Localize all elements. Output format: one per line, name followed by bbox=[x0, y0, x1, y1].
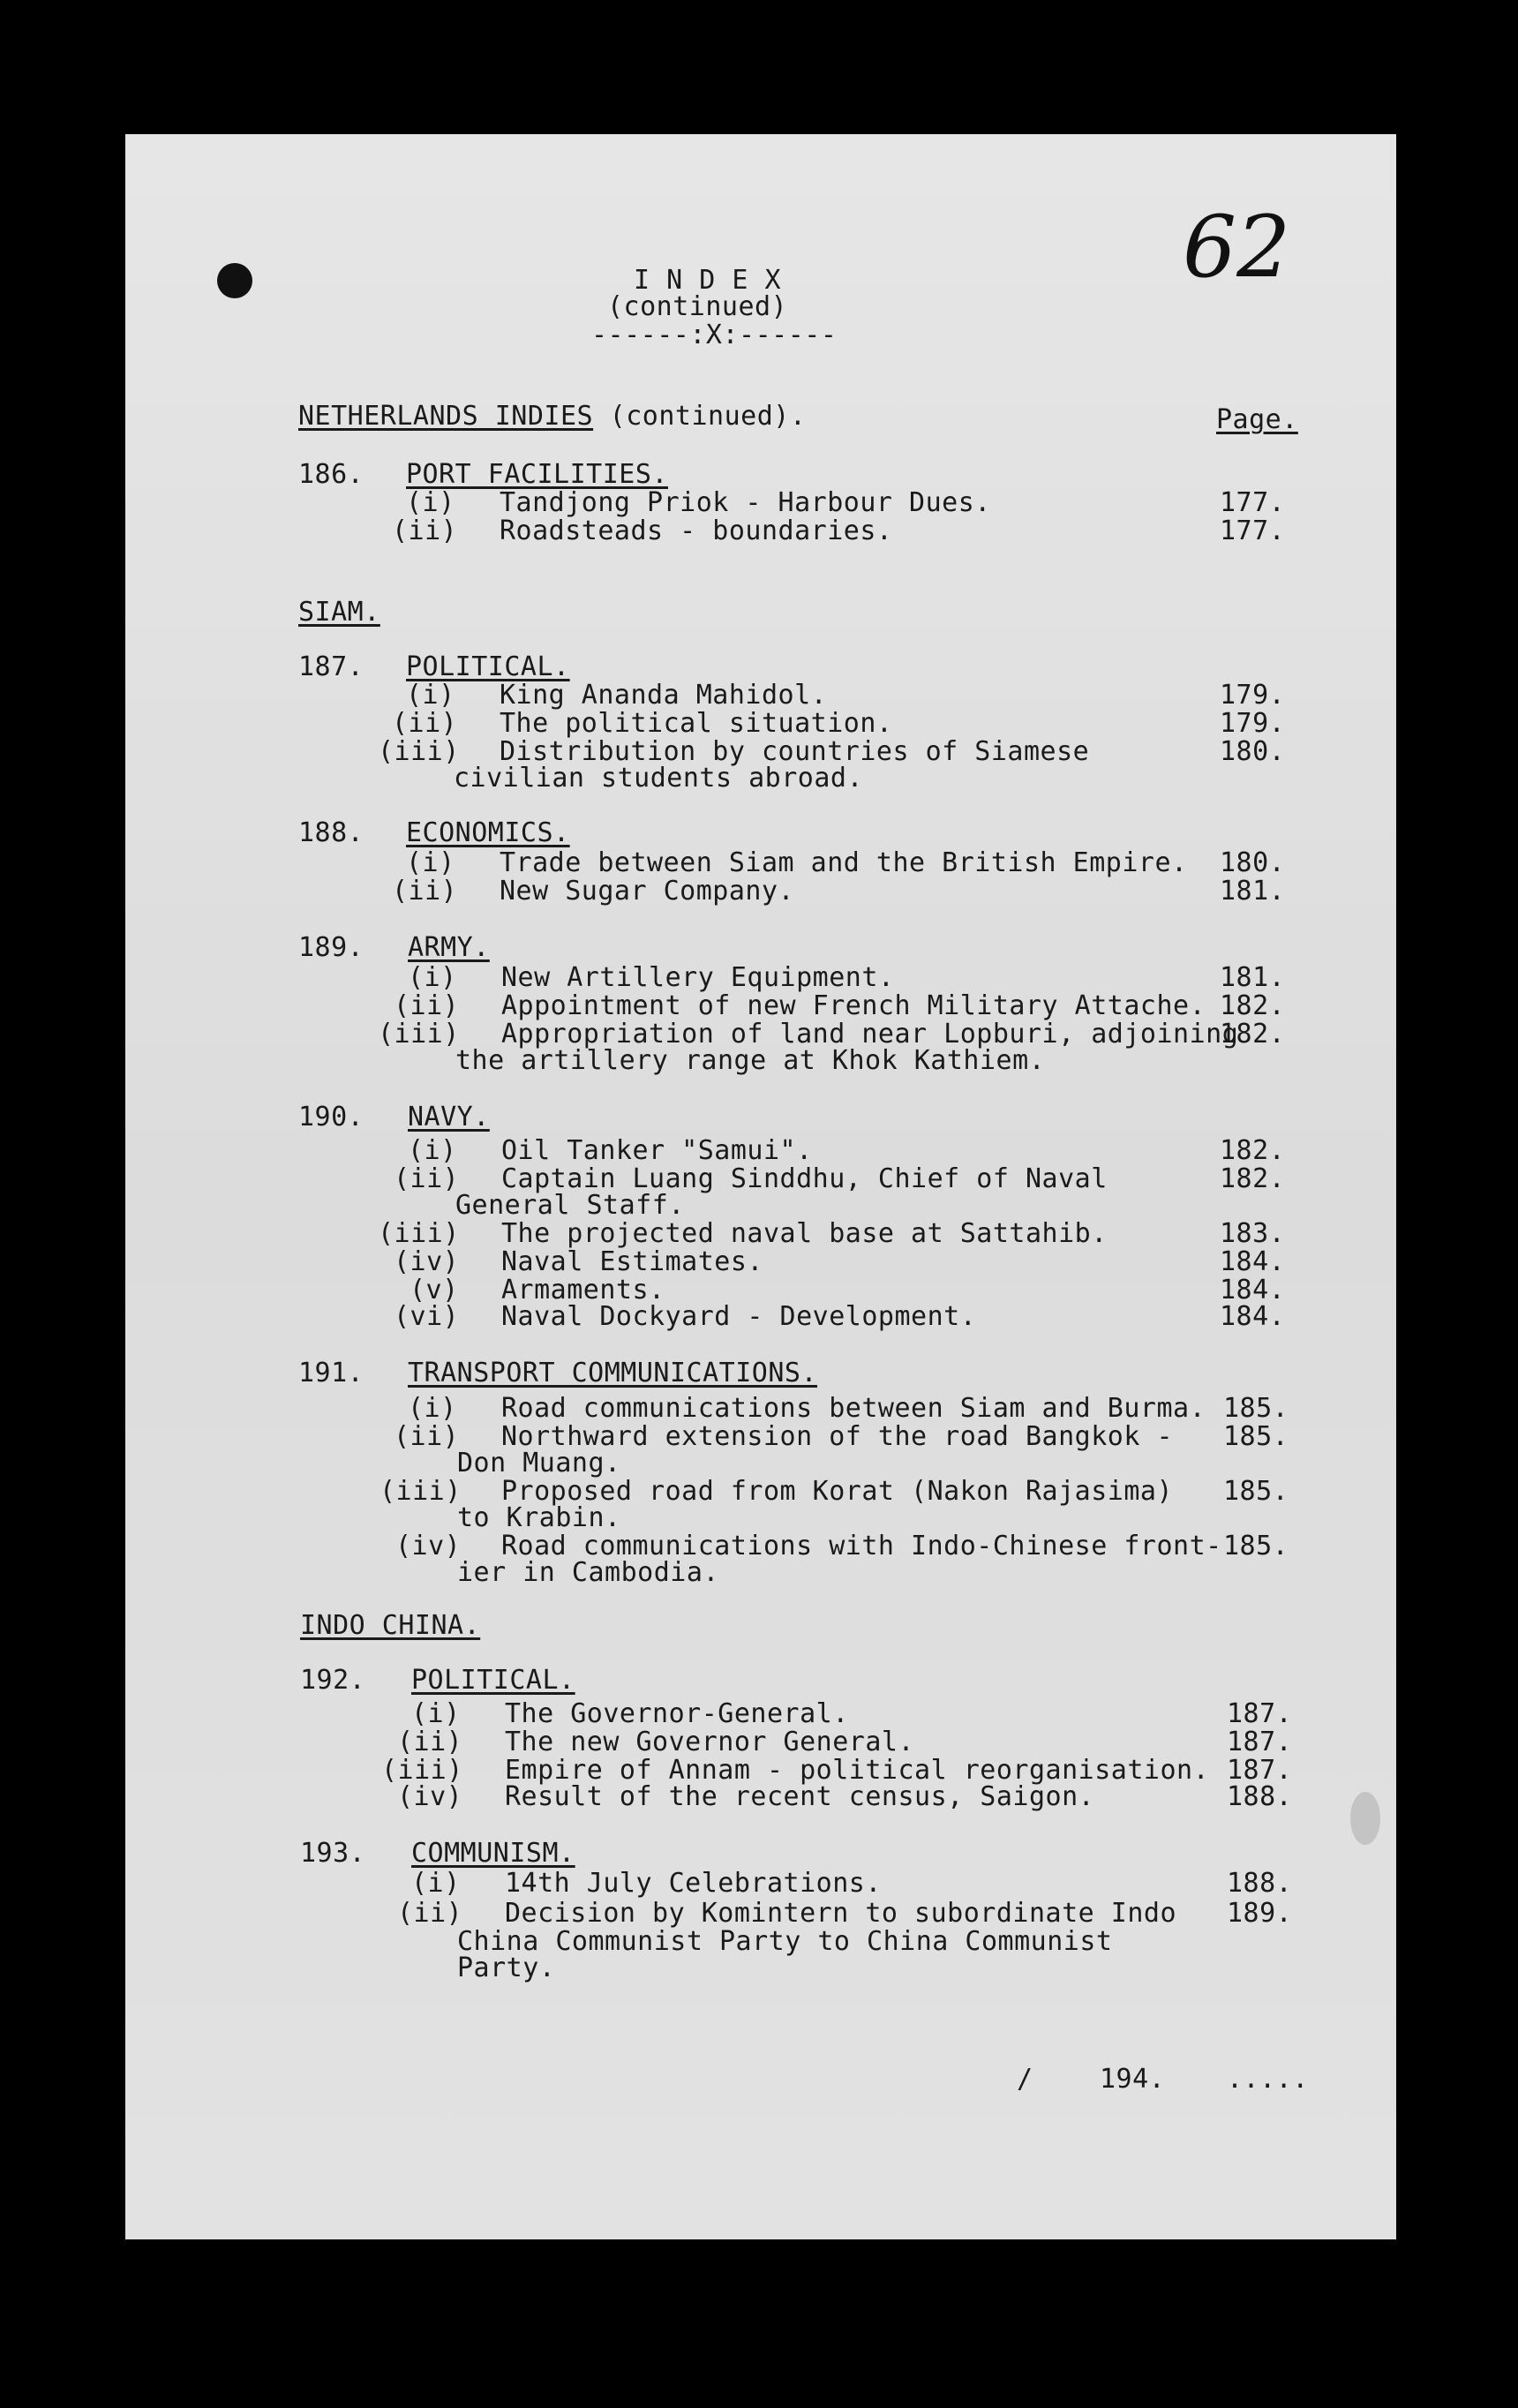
item-roman: (i) bbox=[408, 1135, 457, 1166]
item-text: Naval Dockyard - Development. bbox=[501, 1301, 977, 1332]
item-roman: (ii) bbox=[392, 515, 458, 546]
item-text: The projected naval base at Sattahib. bbox=[501, 1218, 1108, 1249]
item-page: 180. bbox=[1220, 736, 1286, 767]
item-text: Appointment of new French Military Attache. bbox=[501, 990, 1206, 1021]
entry-heading: ECONOMICS. bbox=[406, 817, 570, 848]
item-page: 184. bbox=[1220, 1275, 1286, 1306]
item-text-continued: ier in Cambodia. bbox=[457, 1557, 719, 1588]
item-roman: (ii) bbox=[392, 876, 458, 907]
item-text-continued: the artillery range at Khok Kathiem. bbox=[455, 1045, 1046, 1076]
item-roman: (i) bbox=[411, 1698, 461, 1729]
item-text: The Governor-General. bbox=[505, 1698, 849, 1729]
item-roman: (iv) bbox=[394, 1246, 460, 1277]
item-text: Tandjong Priok - Harbour Dues. bbox=[500, 487, 991, 518]
ink-smudge bbox=[1350, 1792, 1380, 1845]
entry-number: 186. bbox=[298, 459, 364, 490]
item-text: Road communications between Siam and Burma. bbox=[501, 1393, 1206, 1424]
item-page: 185. bbox=[1223, 1531, 1289, 1561]
footer-next-entry: 194. bbox=[1100, 2064, 1166, 2095]
entry-number: 188. bbox=[298, 817, 364, 848]
item-roman: (iii) bbox=[378, 736, 460, 767]
item-roman: (iii) bbox=[378, 1019, 460, 1050]
item-text: Oil Tanker "Samui". bbox=[501, 1135, 813, 1166]
page-column-label: Page. bbox=[1216, 404, 1298, 435]
item-roman: (ii) bbox=[394, 1421, 460, 1452]
item-page: 188. bbox=[1227, 1868, 1293, 1899]
entry-number: 192. bbox=[300, 1665, 366, 1696]
item-text-continued: Party. bbox=[457, 1953, 556, 1983]
item-text: Trade between Siam and the British Empire. bbox=[500, 847, 1188, 878]
item-text-continued: civilian students abroad. bbox=[454, 763, 864, 794]
item-page: 179. bbox=[1220, 680, 1286, 711]
section-heading-netherlands-indies: NETHERLANDS INDIES (continued). bbox=[298, 401, 807, 432]
item-page: 182. bbox=[1220, 990, 1286, 1021]
entry-heading: POLITICAL. bbox=[411, 1665, 575, 1696]
index-separator: ------:X:------ bbox=[591, 320, 838, 350]
item-page: 179. bbox=[1220, 708, 1286, 739]
item-roman: (iii) bbox=[381, 1755, 463, 1786]
item-text-continued: General Staff. bbox=[455, 1190, 685, 1221]
item-text: Proposed road from Korat (Nakon Rajasima) bbox=[501, 1476, 1174, 1507]
item-text: Captain Luang Sinddhu, Chief of Naval bbox=[501, 1163, 1108, 1194]
entry-heading: ARMY. bbox=[408, 932, 490, 963]
item-roman: (v) bbox=[410, 1275, 459, 1306]
item-roman: (iv) bbox=[397, 1781, 463, 1812]
item-roman: (i) bbox=[408, 1393, 457, 1424]
section-heading-siam: SIAM. bbox=[298, 597, 380, 628]
section-heading-indo-china: INDO CHINA. bbox=[300, 1610, 481, 1641]
item-roman: (iii) bbox=[378, 1218, 460, 1249]
item-page: 185. bbox=[1223, 1476, 1289, 1507]
item-page: 182. bbox=[1220, 1163, 1286, 1194]
item-text: Northward extension of the road Bangkok - bbox=[501, 1421, 1174, 1452]
item-page: 188. bbox=[1227, 1781, 1293, 1812]
item-text-continued: Don Muang. bbox=[457, 1448, 621, 1479]
item-page: 189. bbox=[1227, 1898, 1293, 1929]
item-roman: (iii) bbox=[380, 1476, 462, 1507]
item-roman: (vi) bbox=[394, 1301, 460, 1332]
item-page: 177. bbox=[1220, 487, 1286, 518]
item-text: Empire of Annam - political reorganisation. bbox=[505, 1755, 1210, 1786]
item-page: 187. bbox=[1227, 1698, 1293, 1729]
item-page: 184. bbox=[1220, 1301, 1286, 1332]
item-roman: (ii) bbox=[394, 1163, 460, 1194]
item-text: Road communications with Indo-Chinese front- bbox=[501, 1531, 1222, 1561]
item-roman: (ii) bbox=[397, 1898, 463, 1929]
item-roman: (iv) bbox=[395, 1531, 462, 1561]
item-page: 182. bbox=[1220, 1135, 1286, 1166]
item-page: 177. bbox=[1220, 515, 1286, 546]
item-roman: (ii) bbox=[397, 1727, 463, 1757]
item-roman: (ii) bbox=[394, 990, 460, 1021]
entry-heading: POLITICAL. bbox=[406, 651, 570, 682]
item-text: The new Governor General. bbox=[505, 1727, 915, 1757]
item-roman: (i) bbox=[411, 1868, 461, 1899]
item-roman: (i) bbox=[406, 680, 455, 711]
item-text-continued: to Krabin. bbox=[457, 1502, 621, 1533]
entry-heading: COMMUNISM. bbox=[411, 1838, 575, 1869]
item-text: Armaments. bbox=[501, 1275, 665, 1306]
index-title: I N D E X bbox=[634, 265, 782, 296]
entry-heading: TRANSPORT COMMUNICATIONS. bbox=[408, 1358, 818, 1388]
item-page: 182. bbox=[1220, 1019, 1286, 1050]
entry-number: 189. bbox=[298, 932, 364, 963]
item-text-continued: China Communist Party to China Communist bbox=[457, 1926, 1113, 1957]
item-text: King Ananda Mahidol. bbox=[500, 680, 828, 711]
entry-number: 193. bbox=[300, 1838, 366, 1869]
item-page: 183. bbox=[1220, 1218, 1286, 1249]
item-page: 184. bbox=[1220, 1246, 1286, 1277]
item-text: New Sugar Company. bbox=[500, 876, 795, 907]
item-text: Roadsteads - boundaries. bbox=[500, 515, 893, 546]
footer-slash: / bbox=[1017, 2064, 1033, 2095]
item-text: New Artillery Equipment. bbox=[501, 962, 895, 993]
item-text: Appropriation of land near Lopburi, adjoining bbox=[501, 1019, 1239, 1050]
footer-continuation-dots: ..... bbox=[1227, 2064, 1309, 2095]
index-subtitle: (continued) bbox=[607, 291, 788, 322]
entry-heading: PORT FACILITIES. bbox=[406, 459, 668, 490]
item-page: 187. bbox=[1227, 1755, 1293, 1786]
item-text: Decision by Komintern to subordinate Indo bbox=[505, 1898, 1177, 1929]
item-page: 187. bbox=[1227, 1727, 1293, 1757]
item-roman: (i) bbox=[406, 847, 455, 878]
item-text: Result of the recent census, Saigon. bbox=[505, 1781, 1095, 1812]
item-text: The political situation. bbox=[500, 708, 893, 739]
punch-hole bbox=[217, 263, 252, 298]
item-page: 185. bbox=[1223, 1393, 1289, 1424]
entry-heading: NAVY. bbox=[408, 1102, 490, 1133]
handwritten-page-number: 62 bbox=[1183, 198, 1291, 297]
item-page: 180. bbox=[1220, 847, 1286, 878]
entry-number: 190. bbox=[298, 1102, 364, 1133]
item-roman: (ii) bbox=[392, 708, 458, 739]
entry-number: 187. bbox=[298, 651, 364, 682]
item-text: 14th July Celebrations. bbox=[505, 1868, 882, 1899]
item-page: 181. bbox=[1220, 962, 1286, 993]
item-roman: (i) bbox=[408, 962, 457, 993]
item-roman: (i) bbox=[406, 487, 455, 518]
item-page: 185. bbox=[1223, 1421, 1289, 1452]
item-text: Distribution by countries of Siamese bbox=[500, 736, 1090, 767]
item-text: Naval Estimates. bbox=[501, 1246, 763, 1277]
entry-number: 191. bbox=[298, 1358, 364, 1388]
item-page: 181. bbox=[1220, 876, 1286, 907]
